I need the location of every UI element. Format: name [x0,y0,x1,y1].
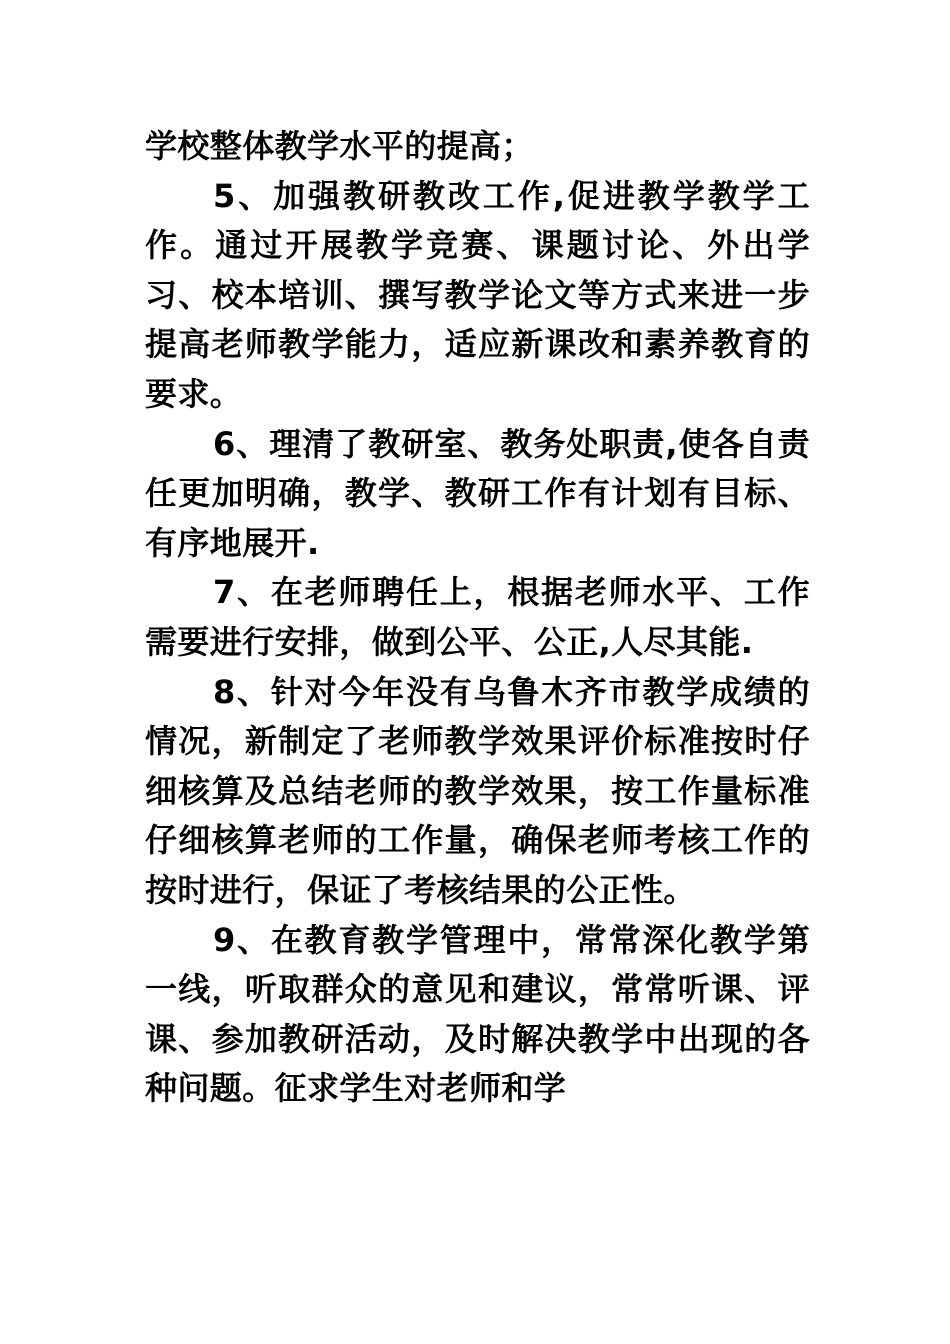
paragraph-5: 8、针对今年没有乌鲁木齐市教学成绩的情况，新制定了老师教学效果评价标准按时仔细核算及总结老师的教学效果，按工作量标准仔细核算老师的工作量，确保老师考核工作的按时进行，保证了考核结果的公正性。 [145,672,810,909]
paragraph-6: 9、在教育教学管理中，常常深化教学第一线，听取群众的意见和建议，常常听课、评课、参加教研活动，及时解决教学中出现的各种问题。征求学生对老师和学 [145,920,810,1108]
document-body [145,122,810,1114]
paragraph-4: 7、在老师聘任上，根据老师水平、工作需要进行安排，做到公平、公正,人尽其能. [145,573,810,661]
paragraph-3: 6、理清了教研室、教务处职责,使各自责任更加明确，教学、教研工作有计划有目标、有序地展开. [145,424,810,562]
paragraph-2: 5、加强教研教改工作,促进教学教学工作。通过开展教学竞赛、课题讨论、外出学习、校本培训、撰写教学论文等方式来进一步提高老师教学能力，适应新课改和素养教育的要求。 [145,176,810,413]
paragraph-1: 学校整体教学水平的提高； [145,127,534,165]
